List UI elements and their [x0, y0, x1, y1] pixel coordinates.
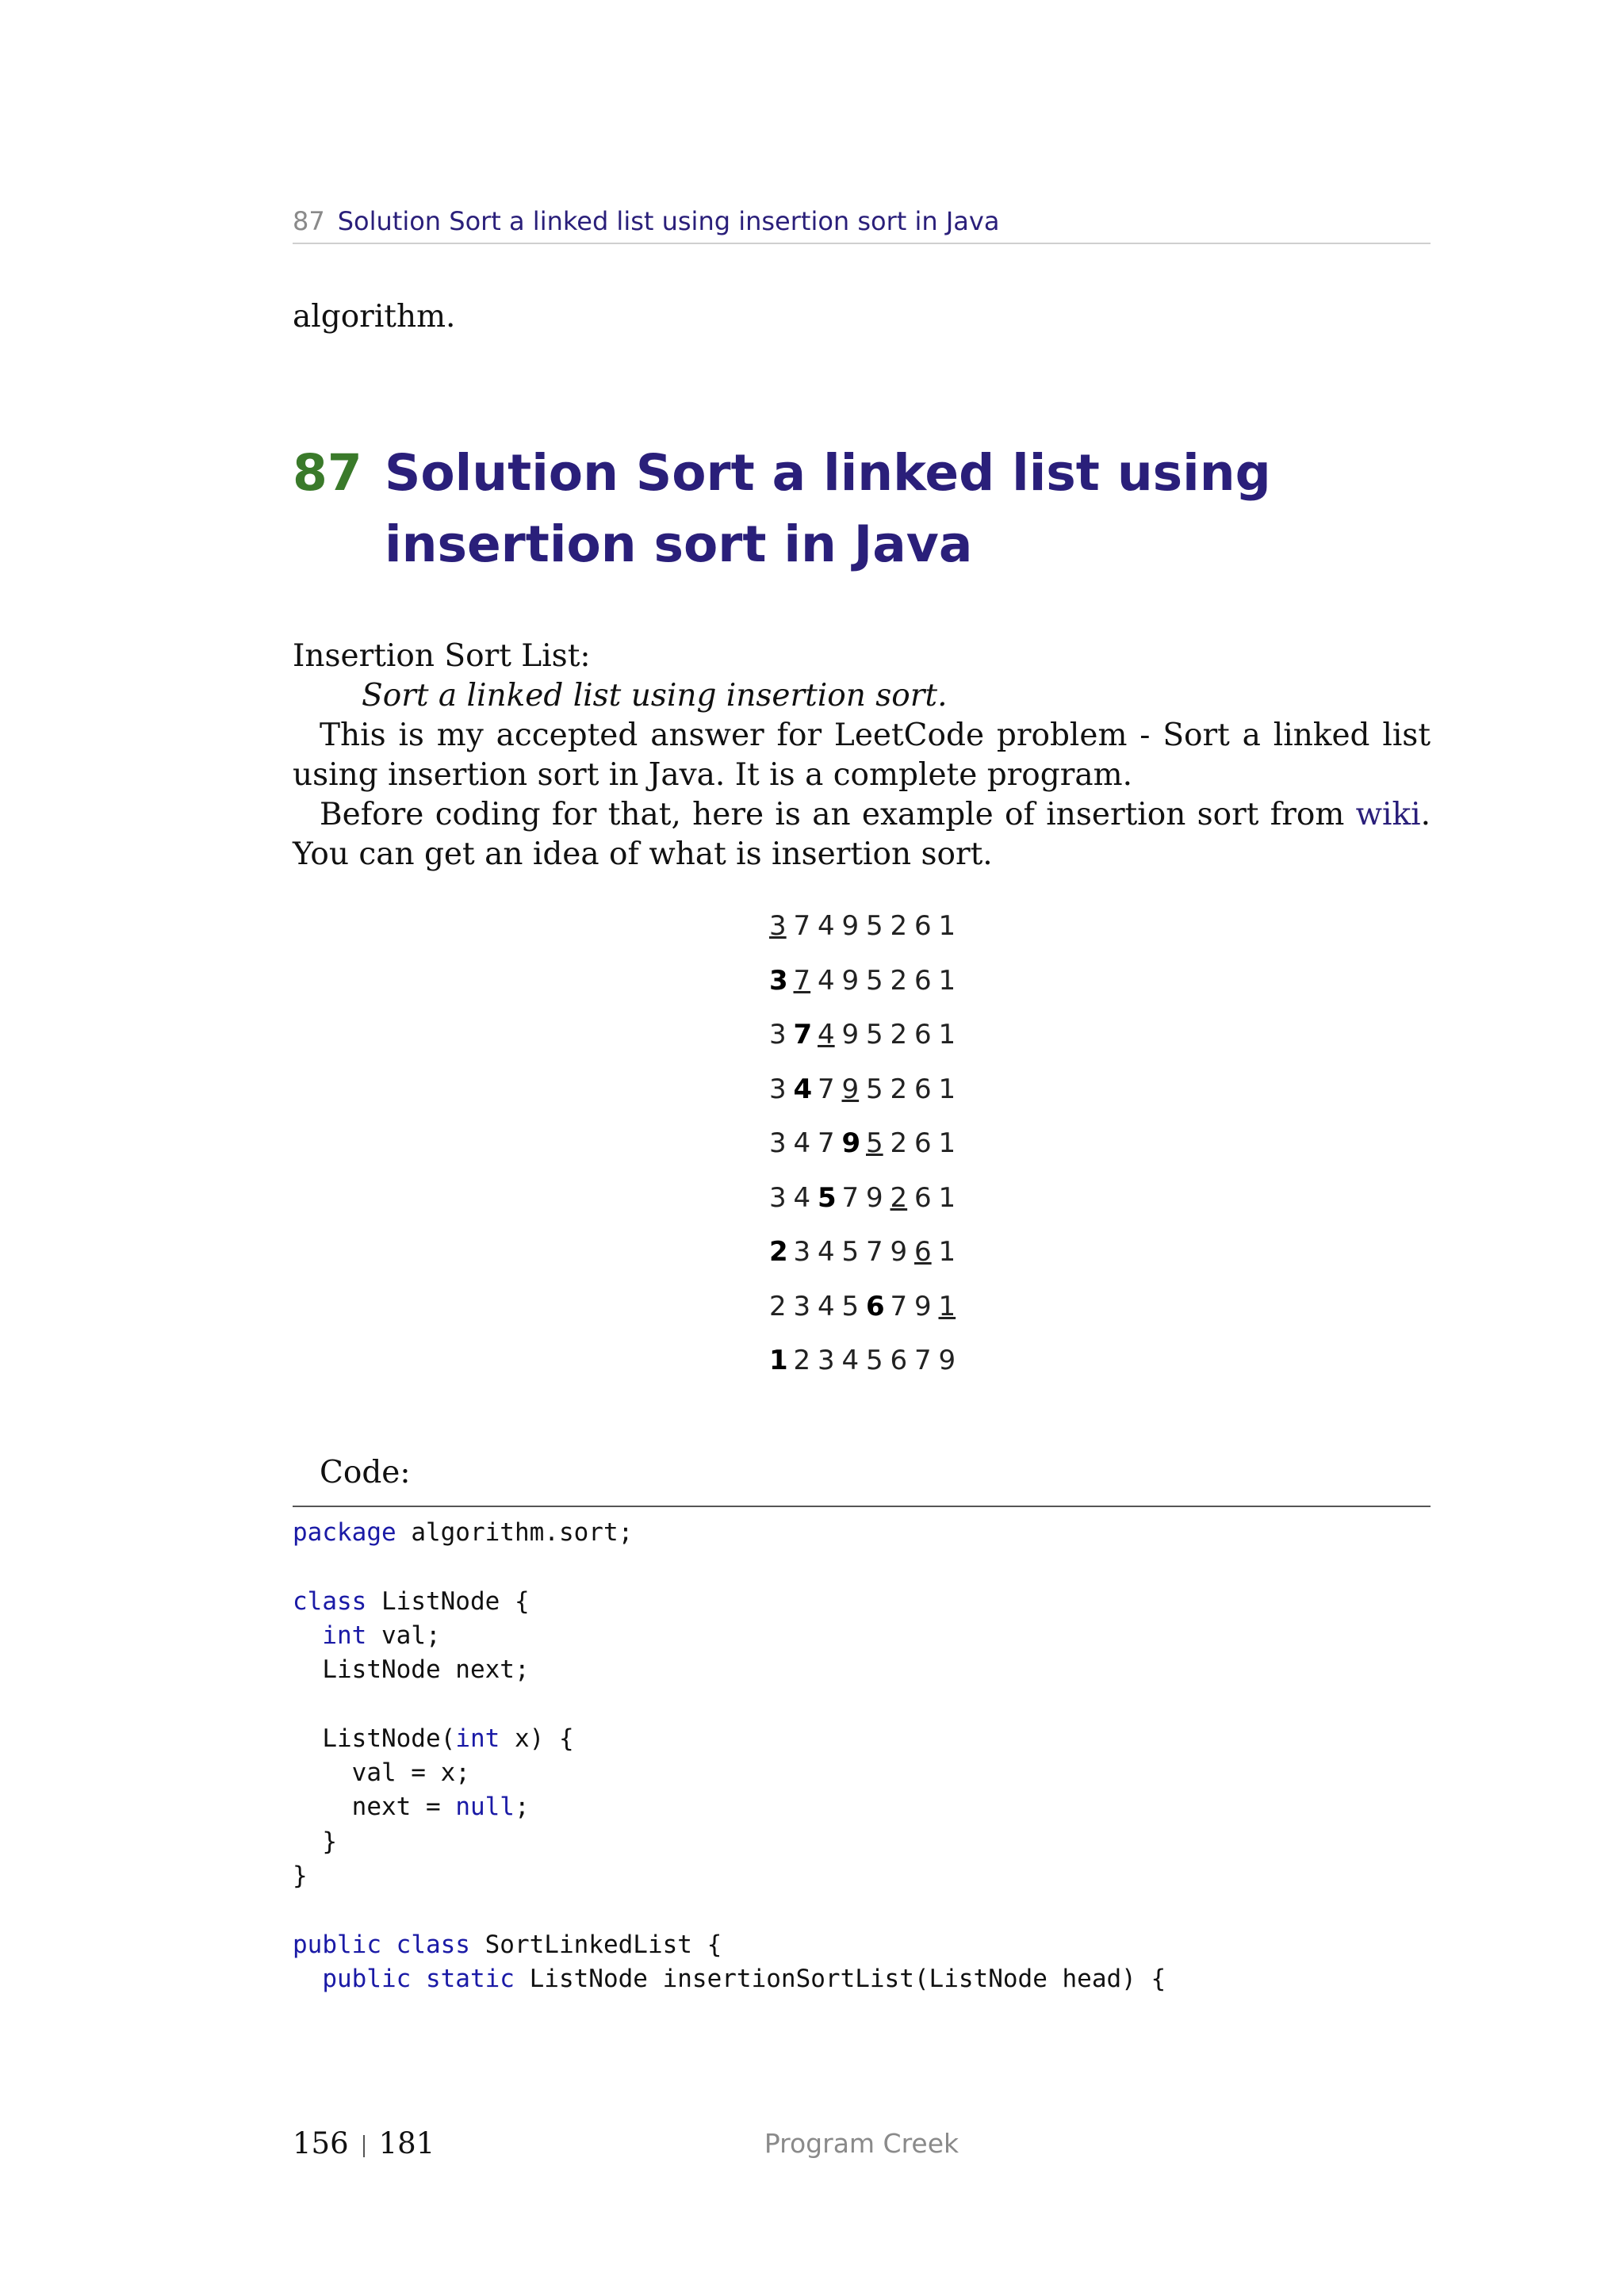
sort-digit: 1 — [769, 1345, 788, 1376]
code-line — [293, 1516, 1166, 1550]
sort-digit: 1 — [938, 1181, 956, 1214]
code-text: algorithm.sort; — [396, 1518, 634, 1547]
sort-digit: 1 — [938, 1290, 956, 1322]
footer-brand: Program Creek — [764, 2128, 959, 2159]
code-keyword: static — [425, 1964, 515, 1993]
code-line — [293, 1619, 1166, 1653]
sort-digit: 6 — [914, 964, 932, 997]
sort-digit: 3 — [769, 910, 787, 942]
code-text: val; — [366, 1621, 441, 1650]
sort-digit: 2 — [890, 1127, 908, 1159]
sort-step-row — [769, 1121, 963, 1176]
code-text: ListNode { — [366, 1586, 530, 1616]
sort-digit: 4 — [793, 1181, 811, 1214]
chapter-title-line-1: Solution Sort a linked list using — [385, 444, 1271, 502]
code-keyword: null — [455, 1793, 515, 1822]
sort-digit: 9 — [890, 1236, 908, 1268]
example-paragraph-after: . You can get an idea of what is insertion sort. — [293, 797, 1431, 872]
sort-digit: 5 — [866, 1345, 883, 1376]
sort-digit: 3 — [793, 1236, 811, 1268]
sort-digit: 4 — [818, 1236, 835, 1268]
total-pages: 181 — [378, 2126, 435, 2160]
sort-digit: 6 — [914, 1181, 932, 1214]
sort-digit: 6 — [914, 1073, 932, 1105]
sort-digit: 5 — [866, 1073, 883, 1105]
code-text: } — [293, 1861, 308, 1890]
code-line — [293, 1825, 1166, 1859]
header-chapter-number: 87 — [293, 206, 325, 236]
sort-digit: 5 — [866, 1019, 883, 1050]
intro-paragraph: This is my accepted answer for LeetCode problem - Sort a linked list using insertion sort in Java. It is a complete program. — [293, 718, 1431, 793]
code-keyword: public — [322, 1964, 412, 1993]
sort-digit: 2 — [890, 910, 908, 942]
sort-digit: 4 — [793, 1127, 811, 1159]
sort-digit: 9 — [866, 1181, 883, 1214]
chapter-title — [385, 438, 1415, 580]
sort-digit: 2 — [890, 1181, 908, 1214]
header-chapter-title: Solution Sort a linked list using insertion sort in Java — [337, 206, 1000, 236]
code-line — [293, 1550, 1166, 1584]
sort-digit: 2 — [890, 1019, 908, 1050]
sort-digit: 6 — [914, 1127, 932, 1159]
sort-digit: 3 — [769, 964, 788, 997]
sort-digit: 1 — [938, 1127, 956, 1159]
chapter-title-line-2: insertion sort in Java — [385, 515, 973, 573]
code-text: ListNode insertionSortList(ListNode head) { — [514, 1964, 1166, 1993]
code-text: val = x; — [293, 1758, 470, 1788]
code-line — [293, 1653, 1166, 1687]
sort-digit: 4 — [818, 1290, 835, 1322]
sort-digit: 2 — [769, 1236, 788, 1268]
sort-step-row — [769, 959, 963, 1013]
code-text — [293, 1965, 322, 1993]
insertion-sort-example — [769, 904, 963, 1393]
sort-digit: 9 — [841, 1127, 861, 1159]
code-text — [381, 1931, 396, 1959]
sort-digit: 4 — [793, 1073, 813, 1105]
sort-digit: 9 — [841, 910, 860, 942]
sort-digit: 7 — [841, 1181, 860, 1214]
code-line — [293, 1687, 1166, 1721]
sort-step-row — [769, 1176, 963, 1230]
sort-digit: 3 — [818, 1345, 835, 1376]
code-line — [293, 1859, 1166, 1893]
code-text — [293, 1621, 322, 1650]
code-line — [293, 1962, 1166, 1996]
sort-step-row — [769, 1284, 963, 1339]
sort-digit: 9 — [841, 1073, 860, 1105]
sort-step-row — [769, 904, 963, 959]
sort-digit: 6 — [914, 1019, 932, 1050]
sort-digit: 1 — [938, 1236, 956, 1268]
sort-digit: 7 — [866, 1236, 883, 1268]
sort-digit: 5 — [841, 1290, 860, 1322]
code-keyword: class — [396, 1930, 470, 1959]
code-keyword: public — [293, 1930, 381, 1959]
sort-digit: 7 — [818, 1127, 835, 1159]
sort-digit: 2 — [793, 1345, 811, 1376]
code-text — [411, 1965, 426, 1993]
page-number — [293, 2122, 435, 2166]
sort-digit: 4 — [841, 1345, 860, 1376]
sort-digit: 9 — [914, 1290, 932, 1322]
code-text: ; — [514, 1793, 530, 1822]
sort-digit: 1 — [938, 1019, 956, 1050]
example-paragraph-before: Before coding for that, here is an example of insertion sort from — [320, 797, 1356, 832]
sort-digit: 4 — [818, 964, 835, 997]
code-keyword: int — [322, 1621, 367, 1650]
sort-digit: 2 — [890, 1073, 908, 1105]
code-line — [293, 1790, 1166, 1824]
sort-digit: 7 — [793, 910, 811, 942]
problem-label: Insertion Sort List: — [293, 638, 591, 674]
current-page: 156 — [293, 2126, 349, 2160]
sort-digit: 7 — [793, 964, 811, 997]
code-line — [293, 1756, 1166, 1790]
code-line — [293, 1722, 1166, 1756]
code-divider — [293, 1506, 1431, 1507]
body-text — [293, 637, 1431, 874]
sort-digit: 6 — [914, 910, 932, 942]
code-line — [293, 1585, 1166, 1619]
sort-digit: 2 — [890, 964, 908, 997]
sort-digit: 3 — [769, 1181, 787, 1214]
problem-statement: Sort a linked list using insertion sort. — [362, 678, 948, 714]
sort-digit: 7 — [890, 1290, 908, 1322]
sort-digit: 7 — [818, 1073, 835, 1105]
sort-digit: 1 — [938, 1073, 956, 1105]
sort-digit: 2 — [769, 1290, 787, 1322]
sort-digit: 5 — [866, 1127, 883, 1159]
sort-digit: 6 — [890, 1345, 908, 1376]
code-text: } — [293, 1827, 337, 1856]
sort-step-row — [769, 1012, 963, 1067]
sort-digit: 1 — [938, 964, 956, 997]
page-footer — [293, 2122, 1431, 2166]
sort-digit: 5 — [841, 1236, 860, 1268]
code-text: ListNode( — [293, 1724, 456, 1753]
code-text: x) { — [500, 1724, 574, 1753]
sort-step-row — [769, 1230, 963, 1284]
code-text: SortLinkedList { — [469, 1930, 722, 1959]
code-keyword: int — [455, 1724, 500, 1753]
sort-digit: 3 — [769, 1019, 787, 1050]
sort-digit: 9 — [841, 1019, 860, 1050]
sort-digit: 7 — [793, 1019, 813, 1050]
example-paragraph — [293, 795, 1431, 874]
sort-digit: 9 — [938, 1345, 956, 1376]
chapter-number: 87 — [293, 444, 362, 502]
sort-digit: 3 — [769, 1127, 787, 1159]
code-keyword: package — [293, 1518, 396, 1547]
code-keyword: class — [293, 1586, 367, 1616]
sort-digit: 5 — [818, 1181, 837, 1214]
running-header — [293, 203, 1431, 244]
code-text: ListNode next; — [293, 1655, 530, 1685]
sort-digit: 6 — [866, 1290, 885, 1322]
wiki-link[interactable]: wiki — [1355, 797, 1421, 832]
sort-step-row — [769, 1338, 963, 1393]
sort-digit: 3 — [793, 1290, 811, 1322]
code-line — [293, 1928, 1166, 1962]
code-text: next = — [293, 1793, 456, 1822]
sort-digit: 1 — [938, 910, 956, 942]
code-line — [293, 1893, 1166, 1927]
continued-text: algorithm. — [293, 299, 456, 335]
sort-digit: 4 — [818, 1019, 835, 1050]
sort-digit: 7 — [914, 1345, 932, 1376]
page-separator — [363, 2135, 365, 2157]
sort-digit: 4 — [818, 910, 835, 942]
sort-digit: 3 — [769, 1073, 787, 1105]
sort-digit: 5 — [866, 964, 883, 997]
sort-digit: 9 — [841, 964, 860, 997]
sort-step-row — [769, 1067, 963, 1122]
sort-digit: 6 — [914, 1236, 932, 1268]
code-listing — [293, 1516, 1166, 1996]
code-label: Code: — [320, 1455, 411, 1490]
sort-digit: 5 — [866, 910, 883, 942]
